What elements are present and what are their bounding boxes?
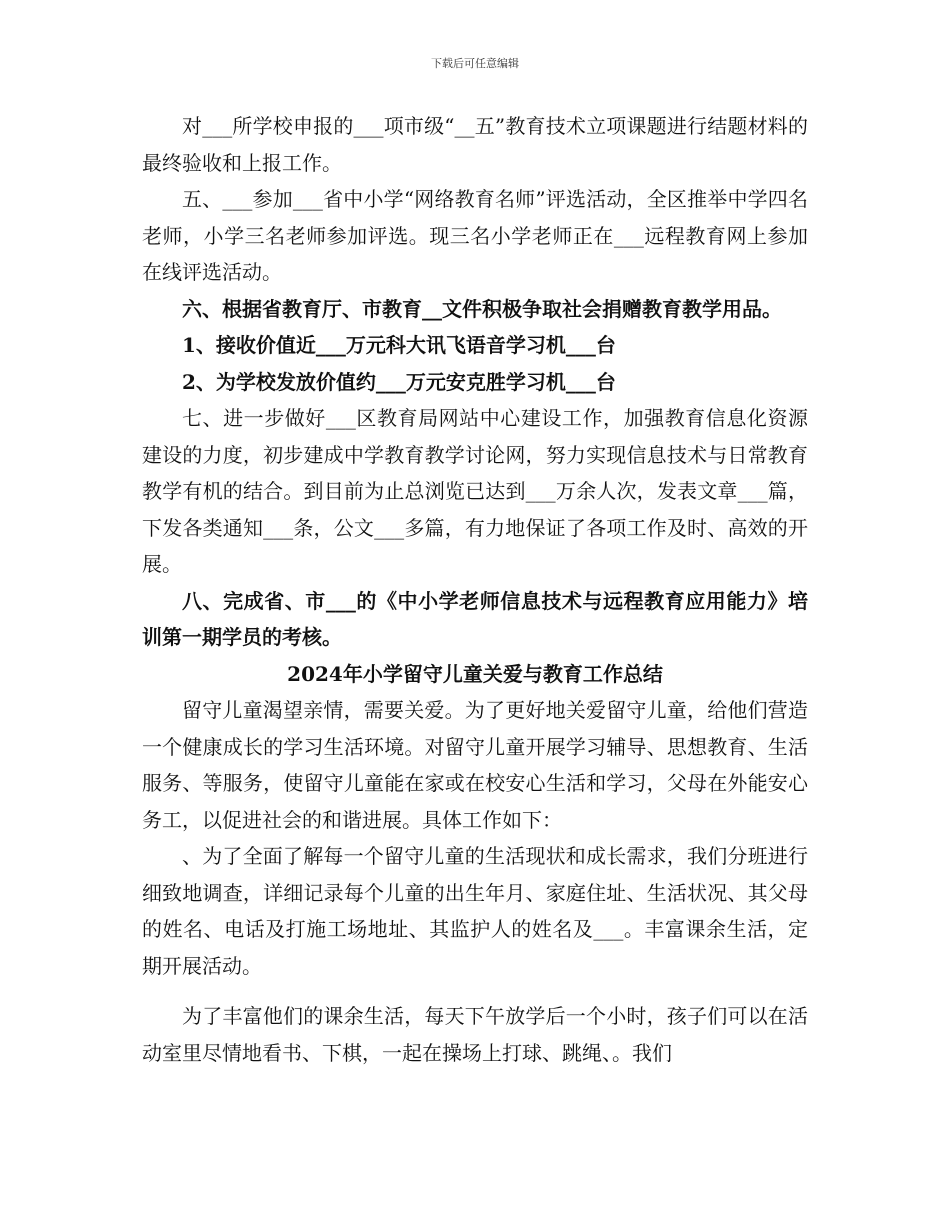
paragraph-1: 对___所学校申报的___项市级“__五”教育技术立项课题进行结题材料的最终验收和上报工作。 [142, 114, 808, 175]
paragraph-10: 为了丰富他们的课余生活，每天下午放学后一个小时，孩子们可以在活动室里尽情地看书、下棋，一起在操场上打球、跳绳、。我们 [142, 1004, 808, 1065]
section-title: 2024年小学留守儿童关爱与教育工作总结 [287, 661, 663, 686]
paragraph-7: 八、完成省、市___的《中小学老师信息技术与远程教育应用能力》培训第一期学员的考核。 [142, 588, 808, 649]
paragraph-3: 六、根据省教育厅、市教育__文件积极争取社会捐赠教育教学用品。 [182, 296, 782, 321]
document-body [142, 108, 808, 1071]
paragraph-2: 五、___参加___省中小学“网络教育名师”评选活动，全区推举中学四名老师，小学三名老师参加评选。现三名小学老师正在___远程教育网上参加在线评选活动。 [142, 187, 808, 284]
paragraph-8: 留守儿童渴望亲情，需要关爱。为了更好地关爱留守儿童，给他们营造一个健康成长的学习生活环境。对留守儿童开展学习辅导、思想教育、生活服务、等服务，使留守儿童能在家或在校安心生活和学习，父母在外能安心务工，以促进社会的和谐进展。具体工作如下： [142, 698, 808, 832]
header-note: 下载后可任意编辑 [431, 57, 519, 70]
paragraph-6: 七、进一步做好___区教育局网站中心建设工作，加强教育信息化资源建设的力度，初步建成中学教育教学讨论网，努力实现信息技术与日常教育教学有机的结合。到目前为止总浏览已达到___万余人次，发表文章___篇，下发各类通知___条，公文___多篇，有力地保证了各项工作及时、高效的开展。 [142, 406, 808, 576]
paragraph-9: 、为了全面了解每一个留守儿童的生活现状和成长需求，我们分班进行细致地调查，详细记录每个儿童的出生年月、家庭住址、生活状况、其父母的姓名、电话及打施工场地址、其监护人的姓名及___。丰富课余生活，定期开展活动。 [142, 844, 808, 978]
paragraph-5: 2、为学校发放价值约___万元安克胜学习机___台 [182, 369, 616, 394]
paragraph-4: 1、接收价值近___万元科大讯飞语音学习机___台 [182, 333, 616, 357]
